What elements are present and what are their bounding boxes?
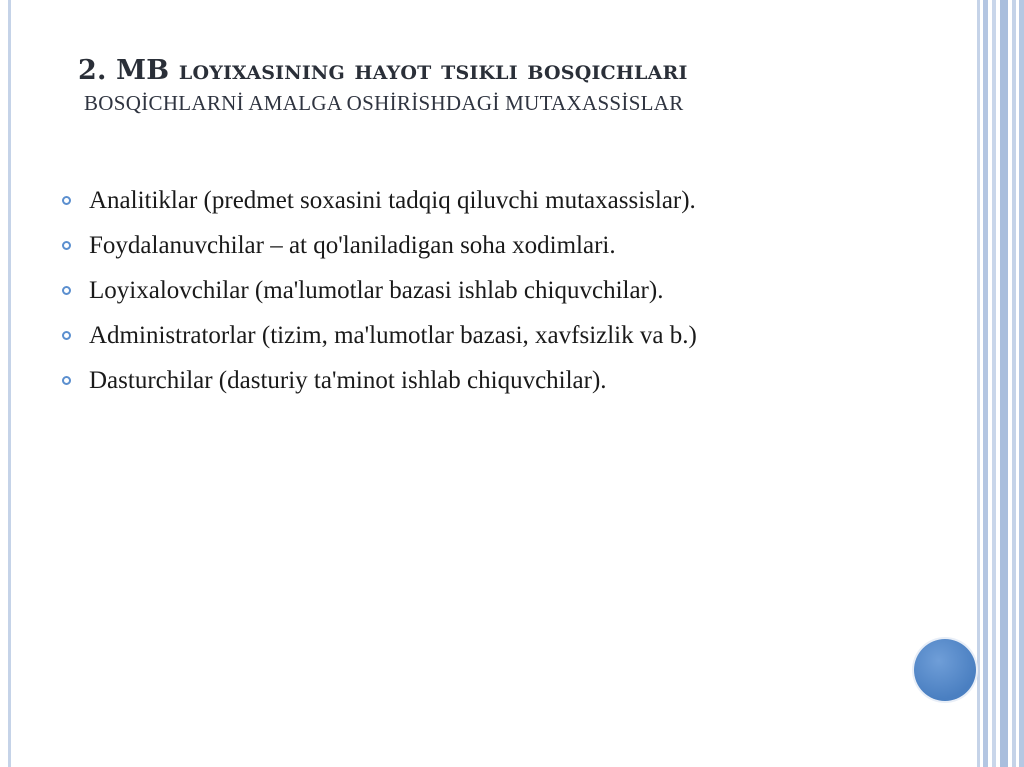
bullet-text: Dasturchilar (dasturiy ta'minot ishlab chiquvchilar). [89, 366, 607, 394]
stripe-2 [983, 0, 988, 767]
hollow-circle-icon [62, 196, 71, 205]
hollow-circle-icon [62, 241, 71, 250]
stripe-5 [1012, 0, 1016, 767]
bullet-text: Foydalanuvchilar – at qo'laniladigan soha xodimlari. [89, 231, 616, 259]
blue-circle-decoration-icon [914, 639, 976, 701]
stripe-3 [992, 0, 996, 767]
bullet-text: Administratorlar (tizim, ma'lumotlar bazasi, xavfsizlik va b.) [89, 321, 697, 349]
list-item [60, 268, 940, 313]
list-item [60, 313, 940, 358]
hollow-circle-icon [62, 331, 71, 340]
list-item [60, 178, 940, 223]
title-line-1: 2. MB loyixasining hayot tsikli bosqichlari [78, 55, 688, 86]
slide-title [78, 54, 958, 118]
bullet-text: Loyixalovchilar (ma'lumotlar bazasi ishlab chiquvchilar). [89, 276, 664, 304]
hollow-circle-icon [62, 286, 71, 295]
stripe-6 [1019, 0, 1024, 767]
stripe-1 [977, 0, 980, 767]
stripe-4 [1000, 0, 1008, 767]
left-border-line [8, 0, 11, 767]
bullet-list [60, 178, 940, 403]
hollow-circle-icon [62, 376, 71, 385]
right-decorative-stripes [976, 0, 1024, 767]
list-item [60, 358, 940, 403]
list-item [60, 223, 940, 268]
title-line-2: BOSQİCHLARNİ AMALGA OSHİRİSHDAGİ MUTAXASSİSLAR [84, 91, 684, 115]
bullet-text: Analitiklar (predmet soxasini tadqiq qiluvchi mutaxassislar). [89, 186, 696, 214]
